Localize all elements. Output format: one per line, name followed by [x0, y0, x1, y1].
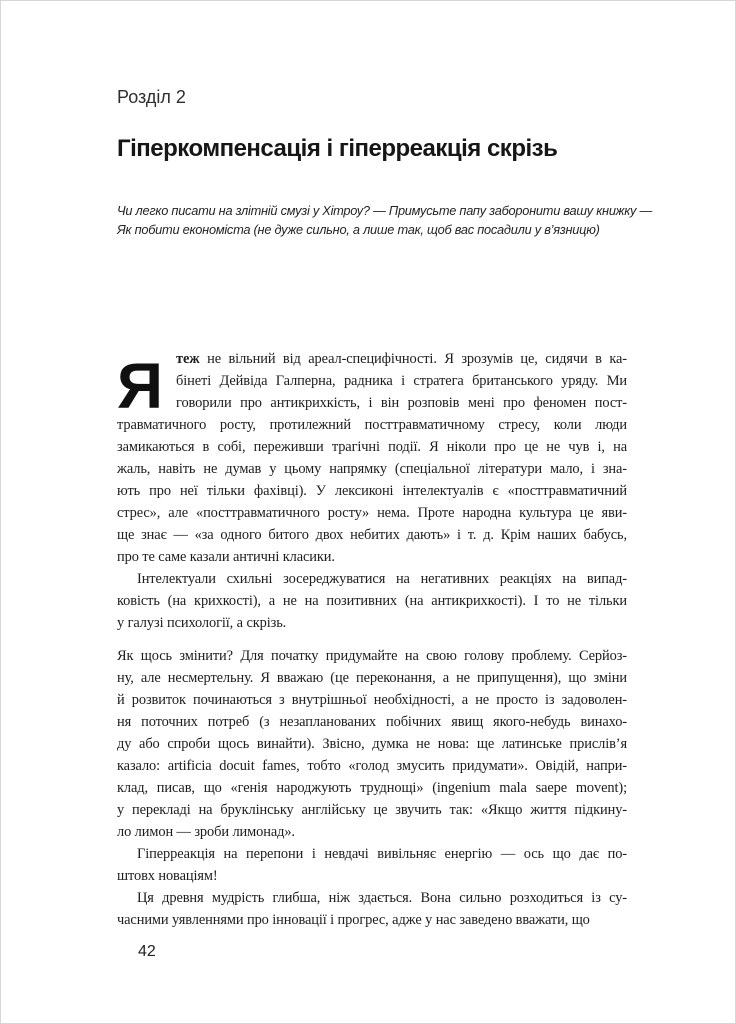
body-line: Ця древня мудрість глибша, ніж здається. Вона сильно розходиться із су- [137, 890, 627, 906]
body-line: клад, писав, що «генія народжують труднощі» (ingenium mala saepe movent); [117, 780, 627, 796]
body-line: травматичного росту, протилежний посттравматичному стресу, коли люди [117, 417, 627, 433]
paragraph [117, 843, 627, 887]
body-line: ло лимон — зроби лимонад». [117, 824, 295, 840]
body-line: часними уявленнями про інновації і прогрес, адже у нас заведено вважати, що [117, 912, 590, 928]
body-line: замикаються в собі, переживши трагічні події. Я ніколи про це не чув і, на [117, 439, 627, 455]
paragraph [117, 645, 627, 843]
body-text [117, 348, 627, 931]
body-line: про те саме казали античні класики. [117, 549, 335, 565]
epigraph-line: Чи легко писати на злітній смузі у Хітроу? — Примусьте папу заборонити вашу книжку — [117, 203, 653, 218]
drop-cap: Я [117, 350, 163, 422]
body-line: ду або спроби щось винайти). Звісно, думка не нова: ще латинське прислів’я [117, 736, 627, 752]
paragraph [117, 348, 627, 568]
lead-word: теж [176, 351, 200, 367]
body-line: ють про неї тільки фахівці). У лексиконі інтелектуалів є «посттравматичний [117, 483, 627, 499]
body-line: стрес», але «посттравматичного росту» нема. Проте народна культура це яви- [117, 505, 627, 521]
body-line: Гіперреакція на перепони і невдачі вивільняє енергію — ось що дає по- [137, 846, 627, 862]
body-line: жаль, навіть не думав у цьому напрямку (спеціальної літератури мало, і зна- [117, 461, 627, 477]
body-line: у перекладі на бруклінську англійську це звучить так: «Якщо життя підкину- [117, 802, 627, 818]
epigraph-line: Як побити економіста (не дуже сильно, а лише так, щоб вас посадили у в’язницю) [117, 222, 600, 237]
page-content [117, 1, 653, 1024]
body-line: ну, але несмертельну. Я вважаю (це переконання, а не припущення), що зміни [117, 670, 627, 686]
paragraph [117, 568, 627, 634]
body-line: Інтелектуали схильні зосереджуватися на негативних реакціях на випад- [137, 571, 627, 587]
body-line: бінеті Дейвіда Галперна, радника і стратега британського уряду. Ми [176, 373, 627, 389]
body-line: Як щось змінити? Для початку придумайте на свою голову проблему. Серйоз- [117, 648, 627, 664]
chapter-title: Гіперкомпенсація і гіперреакція скрізь [117, 135, 558, 162]
body-line: й розвиток починаються з внутрішньої необхідності, а не просто із задоволен- [117, 692, 627, 708]
body-line: говорили про антикрихкість, і він розповів мені про феномен пост- [176, 395, 627, 411]
epigraph [117, 201, 652, 239]
chapter-label: Розділ 2 [117, 87, 186, 107]
body-line: ня поточних потреб (з незапланованих побічних явищ якого-небудь винахо- [117, 714, 627, 730]
paragraphs [117, 348, 627, 931]
body-line: теж не вільний від ареал-специфічності. Я зрозумів це, сидячи в ка- [176, 351, 627, 367]
body-line: казало: artificia docuit fames, тобто «голод змусить придумати». Овідій, напри- [117, 758, 627, 774]
body-line: у галузі психології, а скрізь. [117, 615, 287, 631]
body-line: ковість (на крихкості), а не на позитивних (на антикрихкості). І то не тільки [117, 593, 627, 609]
body-line: штовх новаціям! [117, 868, 218, 884]
paragraph [117, 887, 627, 931]
body-line: ще знає — «за одного битого двох небитих дають» і т. д. Крім наших бабусь, [117, 527, 627, 543]
page-number: 42 [138, 943, 156, 960]
